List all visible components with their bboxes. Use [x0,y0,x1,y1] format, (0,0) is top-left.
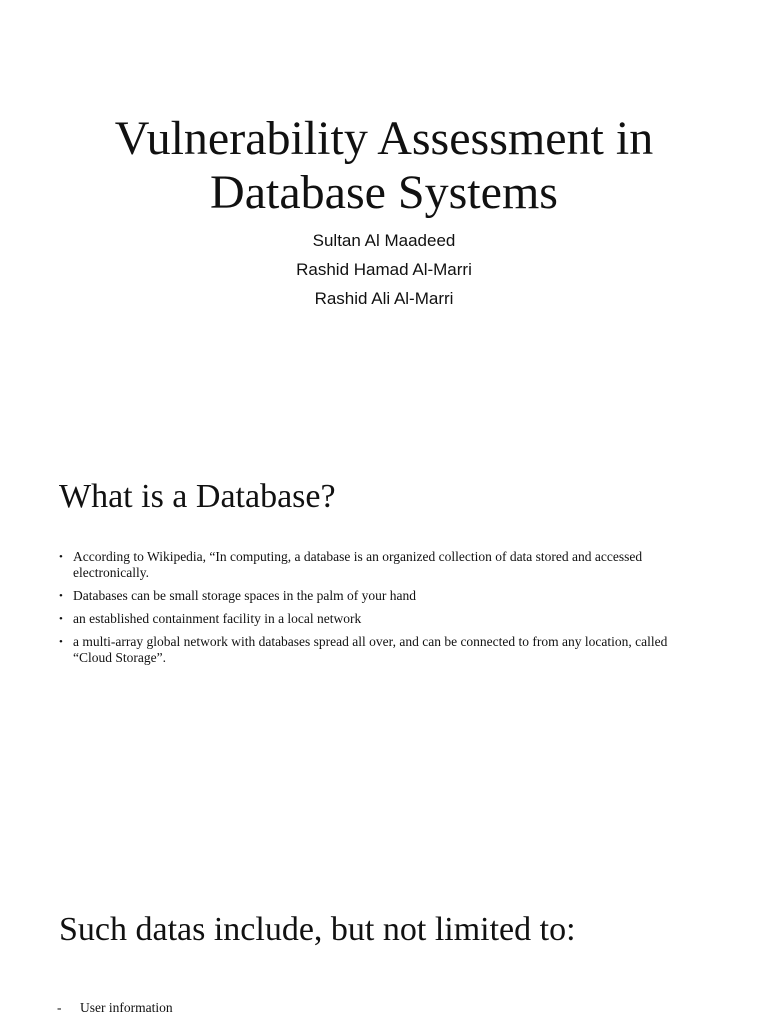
dash-item-text: User information [80,1000,173,1015]
bullet-text: According to Wikipedia, “In computing, a database is an organized collection of data stored and accessed electronically. [73,549,643,580]
author-name: Rashid Ali Al-Marri [314,289,454,308]
database-definition-slide [0,430,768,860]
title-line: Database Systems [210,166,558,219]
bullet-marker: • [59,613,63,625]
bullet-marker: • [59,590,63,602]
slide-heading: What is a Database? [59,478,336,515]
slide-heading: Such datas include, but not limited to: [59,911,576,948]
bullet-text: Databases can be small storage spaces in the palm of your hand [73,588,417,603]
bullet-text: a multi-array global network with databases spread all over, and can be connected to from any location, called “Cloud Storage”. [73,634,668,665]
title-slide [0,0,768,430]
bullet-item [57,588,697,604]
bullet-item [57,549,697,581]
dash-marker: - [57,1000,62,1015]
bullet-marker: • [59,636,63,648]
presentation-title [0,112,768,220]
author-list [0,226,768,313]
bullet-list [57,549,697,673]
author-name: Rashid Hamad Al-Marri [296,260,472,279]
data-types-slide [0,860,768,1024]
bullet-item [57,634,697,666]
title-line: Vulnerability Assessment in [114,112,654,165]
bullet-item [57,611,697,627]
bullet-text: an established containment facility in a local network [73,611,362,626]
dash-item [57,1000,697,1016]
bullet-marker: • [59,551,63,563]
dash-list [57,1000,697,1016]
author-name: Sultan Al Maadeed [312,231,456,250]
